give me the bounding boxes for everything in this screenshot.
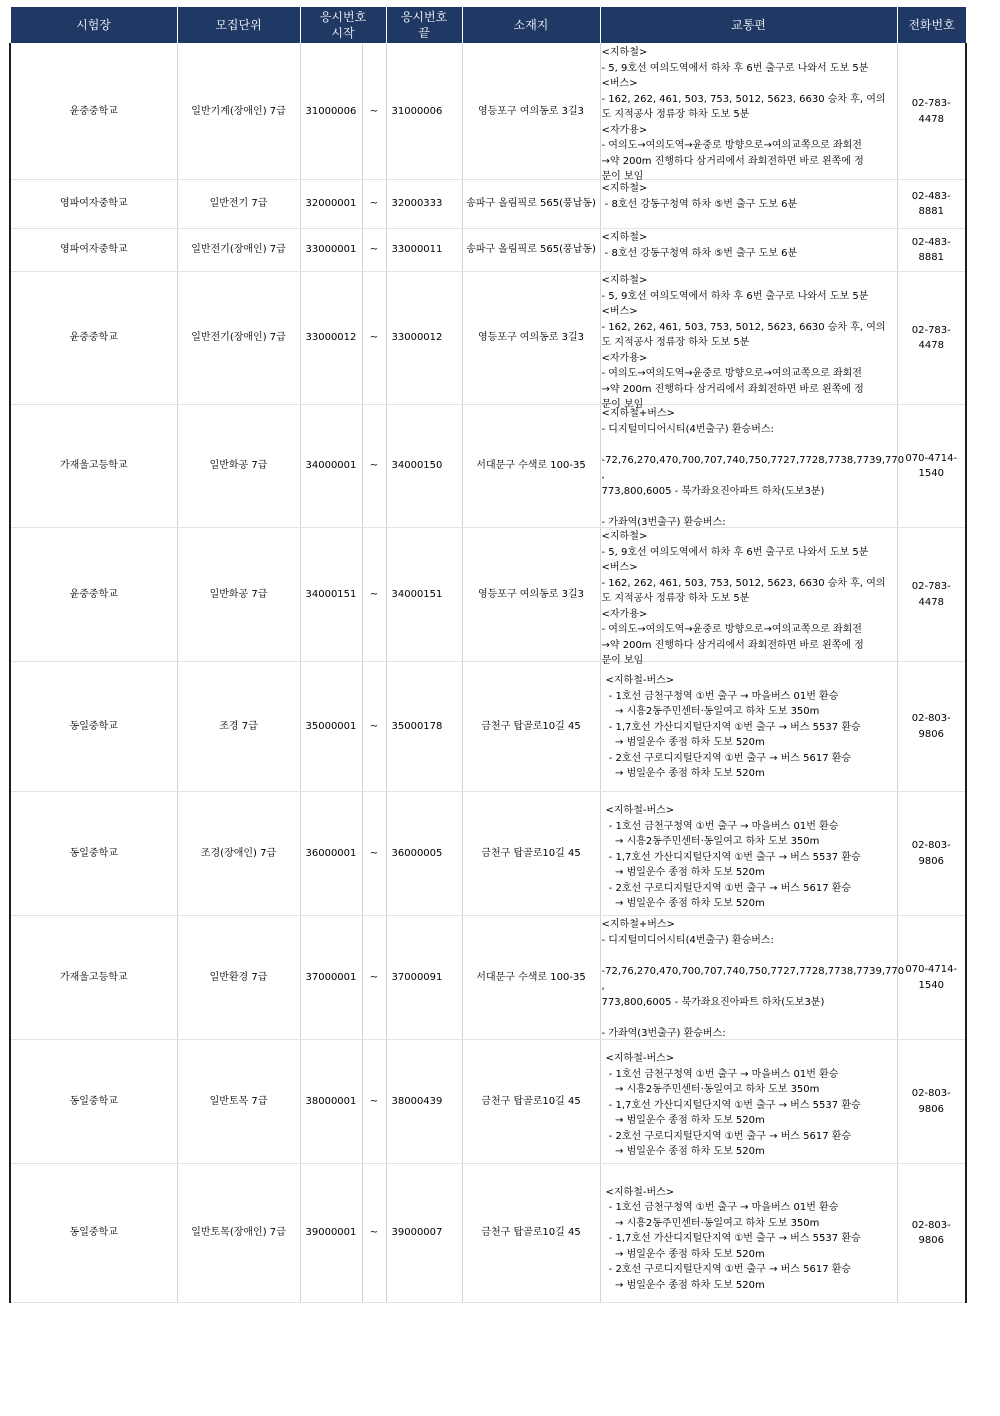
transport-line: - 1,7호선 가산디지털단지역 ①번 출구 → 버스 5537 환승 — [605, 851, 861, 863]
transport-text — [601, 273, 897, 410]
phone-cell: 070-4714-1540 — [897, 916, 966, 1040]
transport-text — [602, 663, 897, 791]
transport-line: → 범일운수 종점 하차 도보 520m — [605, 898, 765, 909]
transport-text — [602, 1165, 897, 1302]
start-number-cell: 34000001 — [300, 405, 362, 528]
transport-line: <자가용> — [601, 608, 648, 620]
transport-text — [601, 45, 897, 182]
transport-line: - 5, 9호선 여의도역에서 하차 후 6번 출구로 나와서 도보 5분 — [601, 546, 869, 558]
site-cell: 윤중중학교 — [10, 44, 177, 180]
transport-line: <지하철> — [601, 47, 648, 58]
end-number-cell: 33000012 — [386, 272, 462, 405]
unit-cell: 일반환경 7급 — [177, 916, 300, 1040]
table-row — [10, 1040, 966, 1164]
transport-line: → 시흥2동주민센터·동일여고 하차 도보 350m — [605, 1217, 820, 1229]
start-number-cell: 38000001 — [300, 1040, 362, 1164]
transport-line: -72,76,270,470,700,707,740,750,7727,7728,7738,7739,770 — [601, 965, 905, 977]
transport-line: - 디지털미디어시티(4번출구) 환승버스: — [601, 423, 774, 435]
header-end-line1: 응시번호 — [400, 10, 448, 24]
transport-line: 도 지적공사 정류장 하차 도보 5분 — [601, 109, 750, 120]
transport-text — [601, 529, 897, 666]
transport-cell — [600, 180, 897, 229]
transport-text — [601, 917, 905, 1039]
transport-line: - 여의도→여의도역→윤중로 방향으로→여의교쪽으로 좌회전 — [601, 368, 862, 379]
transport-line — [602, 948, 897, 964]
transport-cell — [600, 1040, 897, 1164]
transport-line: - 1호선 금천구청역 ①번 출구 → 마을버스 01번 환승 — [605, 1202, 839, 1213]
start-number-cell: 39000001 — [300, 1164, 362, 1303]
location-cell: 송파구 올림픽로 565(풍납동) — [462, 180, 600, 229]
transport-line: → 범일운수 종점 하차 도보 520m — [605, 768, 765, 779]
transport-line: → 범일운수 종점 하차 도보 520m — [605, 867, 765, 878]
transport-line: →약 200m 진행하다 삼거리에서 좌회전하면 바로 왼쪽에 정 — [601, 383, 864, 395]
header-start-line2: 시작 — [331, 26, 355, 40]
tilde-cell: ~ — [362, 229, 386, 272]
transport-cell — [600, 528, 897, 666]
transport-line: - 162, 262, 461, 503, 753, 5012, 5623, 6630 승차 후, 여의 — [601, 577, 886, 589]
location-cell: 송파구 올림픽로 565(풍납동) — [462, 229, 600, 272]
site-cell: 영파여자중학교 — [10, 229, 177, 272]
tilde-cell: ~ — [362, 1040, 386, 1164]
header-start-number — [300, 7, 386, 44]
transport-line: - 1,7호선 가산디지털단지역 ①번 출구 → 버스 5537 환승 — [605, 1233, 861, 1244]
end-number-cell: 34000150 — [386, 405, 462, 528]
tilde-cell: ~ — [362, 180, 386, 229]
unit-cell: 일반전기 7급 — [177, 180, 300, 229]
header-start-line1: 응시번호 — [319, 10, 367, 24]
transport-line: <지하철-버스> — [605, 675, 675, 686]
table-row — [10, 180, 966, 229]
start-number-cell: 31000006 — [300, 44, 362, 180]
transport-line: - 8호선 강동구청역 하차 ⑤번 출구 도보 6분 — [601, 198, 798, 210]
phone-cell: 02-803-9806 — [897, 1164, 966, 1303]
transport-line: → 시흥2동주민센터·동일여고 하차 도보 350m — [605, 706, 820, 717]
transport-line: - 2호선 구로디지털단지역 ①번 출구 → 버스 5617 환승 — [605, 1264, 852, 1275]
table-row — [10, 1164, 966, 1303]
transport-line: - 1,7호선 가산디지털단지역 ①번 출구 → 버스 5537 환승 — [605, 1099, 861, 1111]
transport-line: - 가좌역(3번출구) 환승버스: — [601, 516, 726, 528]
transport-line: - 162, 262, 461, 503, 753, 5012, 5623, 6630 승차 후, 여의 — [601, 321, 886, 333]
transport-line — [602, 437, 897, 453]
transport-line: 도 지적공사 정류장 하차 도보 5분 — [601, 337, 750, 348]
transport-line: 문이 보임 — [601, 399, 644, 410]
unit-cell: 조경(장애인) 7급 — [177, 792, 300, 916]
tilde-cell: ~ — [362, 792, 386, 916]
location-cell: 금천구 탑골로10길 45 — [462, 1040, 600, 1164]
location-cell: 영등포구 여의동로 3길3 — [462, 528, 600, 662]
transport-line: <버스> — [601, 306, 638, 317]
transport-line: - 5, 9호선 여의도역에서 하차 후 6번 출구로 나와서 도보 5분 — [601, 290, 869, 302]
location-cell: 서대문구 수색로 100-35 — [462, 916, 600, 1040]
header-row — [10, 7, 966, 44]
transport-line: → 범일운수 종점 하차 도보 520m — [605, 1146, 765, 1157]
transport-line: -72,76,270,470,700,707,740,750,7727,7728,7738,7739,770 — [601, 454, 905, 466]
location-cell: 금천구 탑골로10길 45 — [462, 792, 600, 916]
location-cell: 영등포구 여의동로 3길3 — [462, 272, 600, 405]
unit-cell: 일반전기(장애인) 7급 — [177, 272, 300, 405]
table-row — [10, 229, 966, 272]
start-number-cell: 32000001 — [300, 180, 362, 229]
transport-line: 문이 보임 — [601, 171, 644, 182]
transport-text — [602, 793, 897, 915]
transport-line: <자가용> — [601, 352, 648, 364]
header-site: 시험장 — [10, 7, 177, 44]
location-cell: 영등포구 여의동로 3길3 — [462, 44, 600, 180]
transport-line: , — [601, 470, 605, 481]
transport-line: →약 200m 진행하다 삼거리에서 좌회전하면 바로 왼쪽에 정 — [601, 155, 864, 167]
transport-line — [602, 499, 897, 515]
phone-cell: 02-483-8881 — [897, 180, 966, 229]
start-number-cell: 33000001 — [300, 229, 362, 272]
phone-cell: 02-783-4478 — [897, 528, 966, 662]
transport-cell — [600, 916, 905, 1040]
unit-cell: 일반화공 7급 — [177, 528, 300, 662]
transport-line: <지하철> — [601, 183, 648, 194]
transport-line: 773,800,6005 - 북가좌요진아파트 하차(도보3분) — [601, 996, 825, 1008]
transport-line: - 1,7호선 가산디지털단지역 ①번 출구 → 버스 5537 환승 — [605, 721, 861, 733]
transport-line: <자가용> — [601, 124, 648, 136]
header-unit: 모집단위 — [177, 7, 300, 44]
site-cell: 윤중중학교 — [10, 272, 177, 405]
site-cell: 동일중학교 — [10, 1040, 177, 1164]
tilde-cell: ~ — [362, 662, 386, 792]
transport-line — [602, 1010, 897, 1026]
table-row — [10, 44, 966, 180]
transport-line: → 범일운수 종점 하차 도보 520m — [605, 1115, 765, 1126]
transport-text — [601, 406, 905, 528]
transport-line: <지하철-버스> — [605, 1186, 675, 1198]
start-number-cell: 35000001 — [300, 662, 362, 792]
transport-line: , — [601, 981, 605, 992]
transport-line: <지하철-버스> — [605, 1053, 675, 1064]
end-number-cell: 32000333 — [386, 180, 462, 229]
phone-cell: 02-783-4478 — [897, 272, 966, 405]
transport-line: → 시흥2동주민센터·동일여고 하차 도보 350m — [605, 1084, 820, 1095]
transport-line: - 2호선 구로디지털단지역 ①번 출구 → 버스 5617 환승 — [605, 882, 852, 894]
transport-line: 문이 보임 — [601, 655, 644, 666]
tilde-cell: ~ — [362, 272, 386, 405]
start-number-cell: 36000001 — [300, 792, 362, 916]
transport-line: → 범일운수 종점 하차 도보 520m — [605, 1279, 765, 1291]
site-cell: 동일중학교 — [10, 1164, 177, 1303]
tilde-cell: ~ — [362, 528, 386, 662]
unit-cell: 일반기계(장애인) 7급 — [177, 44, 300, 180]
transport-line: - 가좌역(3번출구) 환승버스: — [601, 1027, 726, 1039]
site-cell: 영파여자중학교 — [10, 180, 177, 229]
tilde-cell: ~ — [362, 916, 386, 1040]
end-number-cell: 38000439 — [386, 1040, 462, 1164]
transport-line: <버스> — [601, 562, 638, 573]
transport-cell — [600, 44, 897, 180]
exam-site-table — [9, 6, 967, 1303]
unit-cell: 조경 7급 — [177, 662, 300, 792]
header-phone: 전화번호 — [897, 7, 966, 44]
tilde-cell: ~ — [362, 405, 386, 528]
transport-text — [602, 1041, 897, 1163]
unit-cell: 일반전기(장애인) 7급 — [177, 229, 300, 272]
transport-line: → 시흥2동주민센터·동일여고 하차 도보 350m — [605, 836, 820, 847]
phone-cell: 02-483-8881 — [897, 229, 966, 272]
transport-text — [602, 230, 897, 271]
transport-line — [606, 1169, 897, 1185]
transport-line: → 범일운수 종점 하차 도보 520m — [605, 737, 765, 748]
table-row — [10, 272, 966, 405]
end-number-cell: 35000178 — [386, 662, 462, 792]
transport-cell — [600, 229, 897, 272]
phone-cell: 02-783-4478 — [897, 44, 966, 180]
transport-line: <지하철+버스> — [601, 408, 675, 419]
transport-line: - 2호선 구로디지털단지역 ①번 출구 → 버스 5617 환승 — [605, 752, 852, 764]
transport-line: <지하철> — [601, 232, 648, 243]
end-number-cell: 37000091 — [386, 916, 462, 1040]
transport-line: 773,800,6005 - 북가좌요진아파트 하차(도보3분) — [601, 485, 825, 497]
end-number-cell: 36000005 — [386, 792, 462, 916]
unit-cell: 일반화공 7급 — [177, 405, 300, 528]
site-cell: 윤중중학교 — [10, 528, 177, 662]
table-row — [10, 916, 966, 1040]
header-end-number — [386, 7, 462, 44]
transport-line: 도 지적공사 정류장 하차 도보 5분 — [601, 593, 750, 604]
site-cell: 동일중학교 — [10, 662, 177, 792]
location-cell: 금천구 탑골로10길 45 — [462, 662, 600, 792]
transport-line: →약 200m 진행하다 삼거리에서 좌회전하면 바로 왼쪽에 정 — [601, 639, 864, 651]
start-number-cell: 34000151 — [300, 528, 362, 662]
tilde-cell: ~ — [362, 44, 386, 180]
transport-line: - 1호선 금천구청역 ①번 출구 → 마을버스 01번 환승 — [605, 820, 839, 832]
unit-cell: 일반토목 7급 — [177, 1040, 300, 1164]
phone-cell: 02-803-9806 — [897, 662, 966, 792]
transport-line: <지하철> — [601, 275, 648, 286]
site-cell: 가재울고등학교 — [10, 405, 177, 528]
location-cell: 서대문구 수색로 100-35 — [462, 405, 600, 528]
tilde-cell: ~ — [362, 1164, 386, 1303]
transport-line: - 여의도→여의도역→윤중로 방향으로→여의교쪽으로 좌회전 — [601, 140, 862, 151]
header-location: 소재지 — [462, 7, 600, 44]
transport-line: - 여의도→여의도역→윤중로 방향으로→여의교쪽으로 좌회전 — [601, 624, 862, 635]
transport-text — [602, 181, 897, 228]
transport-cell — [600, 792, 897, 916]
transport-line: <지하철> — [601, 531, 648, 542]
table-row — [10, 662, 966, 792]
end-number-cell: 39000007 — [386, 1164, 462, 1303]
transport-cell — [600, 1164, 897, 1303]
site-cell: 동일중학교 — [10, 792, 177, 916]
end-number-cell: 31000006 — [386, 44, 462, 180]
table-row — [10, 792, 966, 916]
transport-cell — [600, 662, 897, 792]
header-end-line2: 끝 — [418, 26, 430, 40]
location-cell: 금천구 탑골로10길 45 — [462, 1164, 600, 1303]
table-row — [10, 528, 966, 662]
header-transport: 교통편 — [600, 7, 897, 44]
unit-cell: 일반토목(장애인) 7급 — [177, 1164, 300, 1303]
table-row — [10, 405, 966, 528]
transport-line: <버스> — [601, 78, 638, 89]
start-number-cell: 37000001 — [300, 916, 362, 1040]
transport-line: - 162, 262, 461, 503, 753, 5012, 5623, 6630 승차 후, 여의 — [601, 93, 886, 105]
end-number-cell: 34000151 — [386, 528, 462, 662]
transport-line: - 1호선 금천구청역 ①번 출구 → 마을버스 01번 환승 — [605, 690, 839, 702]
transport-cell — [600, 405, 905, 528]
transport-line: - 5, 9호선 여의도역에서 하차 후 6번 출구로 나와서 도보 5분 — [601, 62, 869, 74]
transport-line: - 디지털미디어시티(4번출구) 환승버스: — [601, 934, 774, 946]
transport-line: - 1호선 금천구청역 ①번 출구 → 마을버스 01번 환승 — [605, 1068, 839, 1080]
transport-line: → 범일운수 종점 하차 도보 520m — [605, 1248, 765, 1260]
site-cell: 가재울고등학교 — [10, 916, 177, 1040]
transport-cell — [600, 272, 897, 410]
transport-line: - 2호선 구로디지털단지역 ①번 출구 → 버스 5617 환승 — [605, 1130, 852, 1142]
transport-line: <지하철-버스> — [605, 805, 675, 816]
end-number-cell: 33000011 — [386, 229, 462, 272]
transport-line: <지하철+버스> — [601, 919, 675, 930]
transport-line: - 8호선 강동구청역 하차 ⑤번 출구 도보 6분 — [601, 247, 798, 259]
start-number-cell: 33000012 — [300, 272, 362, 405]
phone-cell: 02-803-9806 — [897, 1040, 966, 1164]
phone-cell: 02-803-9806 — [897, 792, 966, 916]
phone-cell: 070-4714-1540 — [897, 405, 966, 528]
table-body — [10, 44, 966, 1303]
